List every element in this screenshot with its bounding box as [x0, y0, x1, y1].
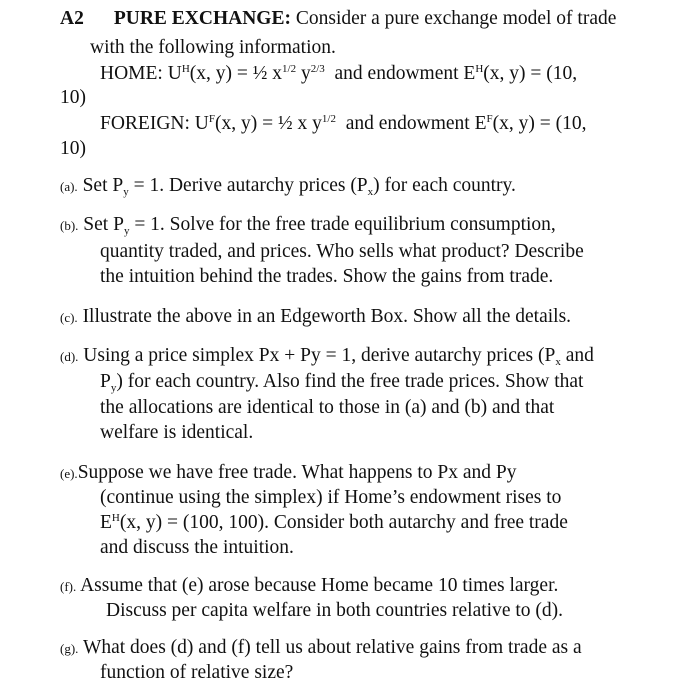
- question-g: [60, 636, 582, 662]
- question-c-label: (c).: [60, 310, 78, 325]
- question-c-text: Illustrate the above in an Edgeworth Box. Show all the details.: [82, 306, 572, 327]
- question-b-label: (b).: [60, 218, 79, 233]
- question-e-line-2: (continue using the simplex) if Home’s endowment rises to: [100, 487, 562, 508]
- home-u-superscript: H: [181, 63, 190, 75]
- foreign-label: FOREIGN:: [100, 113, 190, 134]
- question-d-line-4: welfare is identical.: [100, 422, 254, 443]
- question-b-text-2: = 1. Solve for the free trade equilibrium consumption,: [129, 214, 556, 235]
- question-a-sub-1: y: [123, 186, 129, 198]
- home-endowment-text: and endowment E: [334, 63, 476, 84]
- question-d-sub-1: x: [555, 356, 561, 368]
- question-d-text-1: Using a price simplex Px + Py = 1, derive autarchy prices (P: [83, 345, 556, 366]
- problem-id: A2: [60, 8, 84, 29]
- foreign-u-superscript: F: [208, 113, 216, 125]
- problem-header: [60, 7, 616, 32]
- question-a-sub-2: x: [367, 186, 374, 198]
- question-e-line-3-sup: H: [111, 512, 120, 524]
- question-a-text-3: ) for each country.: [373, 175, 516, 196]
- foreign-u-symbol: U: [194, 113, 209, 134]
- question-f-line-2: Discuss per capita welfare in both countries relative to (d).: [106, 600, 564, 621]
- intro-line-2: with the following information.: [90, 37, 336, 58]
- home-line: [100, 62, 577, 87]
- question-e-line-3a: E: [100, 512, 112, 533]
- question-a: [60, 174, 516, 200]
- home-utility: [168, 63, 325, 84]
- question-d-line-2a: P: [100, 371, 111, 392]
- home-utility-part-2: y: [296, 63, 311, 84]
- intro-line-1: Consider a pure exchange model of trade: [295, 8, 617, 29]
- question-b: [60, 213, 556, 239]
- question-g-line-2: function of relative size?: [100, 662, 294, 683]
- foreign-line: [100, 112, 586, 137]
- home-exponent-x: 1/2: [282, 63, 297, 75]
- foreign-utility-part-1: (x, y) = ½ x y: [215, 113, 322, 134]
- question-e-line-1: Suppose we have free trade. What happens to Px and Py: [77, 462, 517, 483]
- question-a-text-1: Set P: [82, 175, 124, 196]
- question-d-line-2-sub: y: [110, 382, 117, 394]
- foreign-exponent-y: 1/2: [321, 113, 336, 125]
- foreign-endowment-text: and endowment E: [345, 113, 487, 134]
- question-b-text-1: Set P: [83, 214, 124, 235]
- home-endowment-value: (x, y) = (10,: [483, 63, 578, 84]
- question-e: [60, 461, 517, 487]
- question-d-line-2b: ) for each country. Also find the free trade prices. Show that: [116, 371, 584, 392]
- problem-title: PURE EXCHANGE:: [113, 8, 291, 29]
- question-e-line-4: and discuss the intuition.: [100, 537, 294, 558]
- question-f: [60, 574, 558, 600]
- question-e-label: (e).: [60, 466, 78, 481]
- question-c: [60, 305, 571, 331]
- question-d-line-3: the allocations are identical to those in (a) and (b) and that: [100, 397, 555, 418]
- question-f-label: (f).: [60, 579, 77, 594]
- question-a-label: (a).: [60, 179, 78, 194]
- question-g-line-1: What does (d) and (f) tell us about relative gains from trade as a: [82, 637, 582, 658]
- question-g-label: (g).: [60, 641, 79, 656]
- foreign-utility: [195, 113, 336, 134]
- home-endowment-superscript: H: [475, 63, 484, 75]
- question-d-line-2: [100, 370, 583, 395]
- question-d-text-2: and: [560, 345, 594, 366]
- question-e-line-3b: (x, y) = (100, 100). Consider both autarchy and free trade: [119, 512, 568, 533]
- home-label: HOME:: [100, 63, 163, 84]
- question-a-text-2: = 1. Derive autarchy prices (P: [128, 175, 368, 196]
- foreign-endowment-superscript: F: [486, 113, 493, 125]
- foreign-wrap: 10): [60, 138, 86, 159]
- home-exponent-y: 2/3: [310, 63, 325, 75]
- question-b-line-3: the intuition behind the trades. Show the gains from trade.: [100, 266, 554, 287]
- foreign-endowment-value: (x, y) = (10,: [492, 113, 587, 134]
- home-utility-part-1: (x, y) = ½ x: [189, 63, 283, 84]
- question-e-line-3: [100, 511, 568, 536]
- home-wrap: 10): [60, 87, 86, 108]
- question-d-label: (d).: [60, 349, 79, 364]
- question-b-line-2: quantity traded, and prices. Who sells what product? Describe: [100, 241, 584, 262]
- question-b-sub-1: y: [123, 225, 130, 237]
- home-u-symbol: U: [167, 63, 182, 84]
- question-d: [60, 344, 594, 370]
- question-f-line-1: Assume that (e) arose because Home became 10 times larger.: [80, 575, 559, 596]
